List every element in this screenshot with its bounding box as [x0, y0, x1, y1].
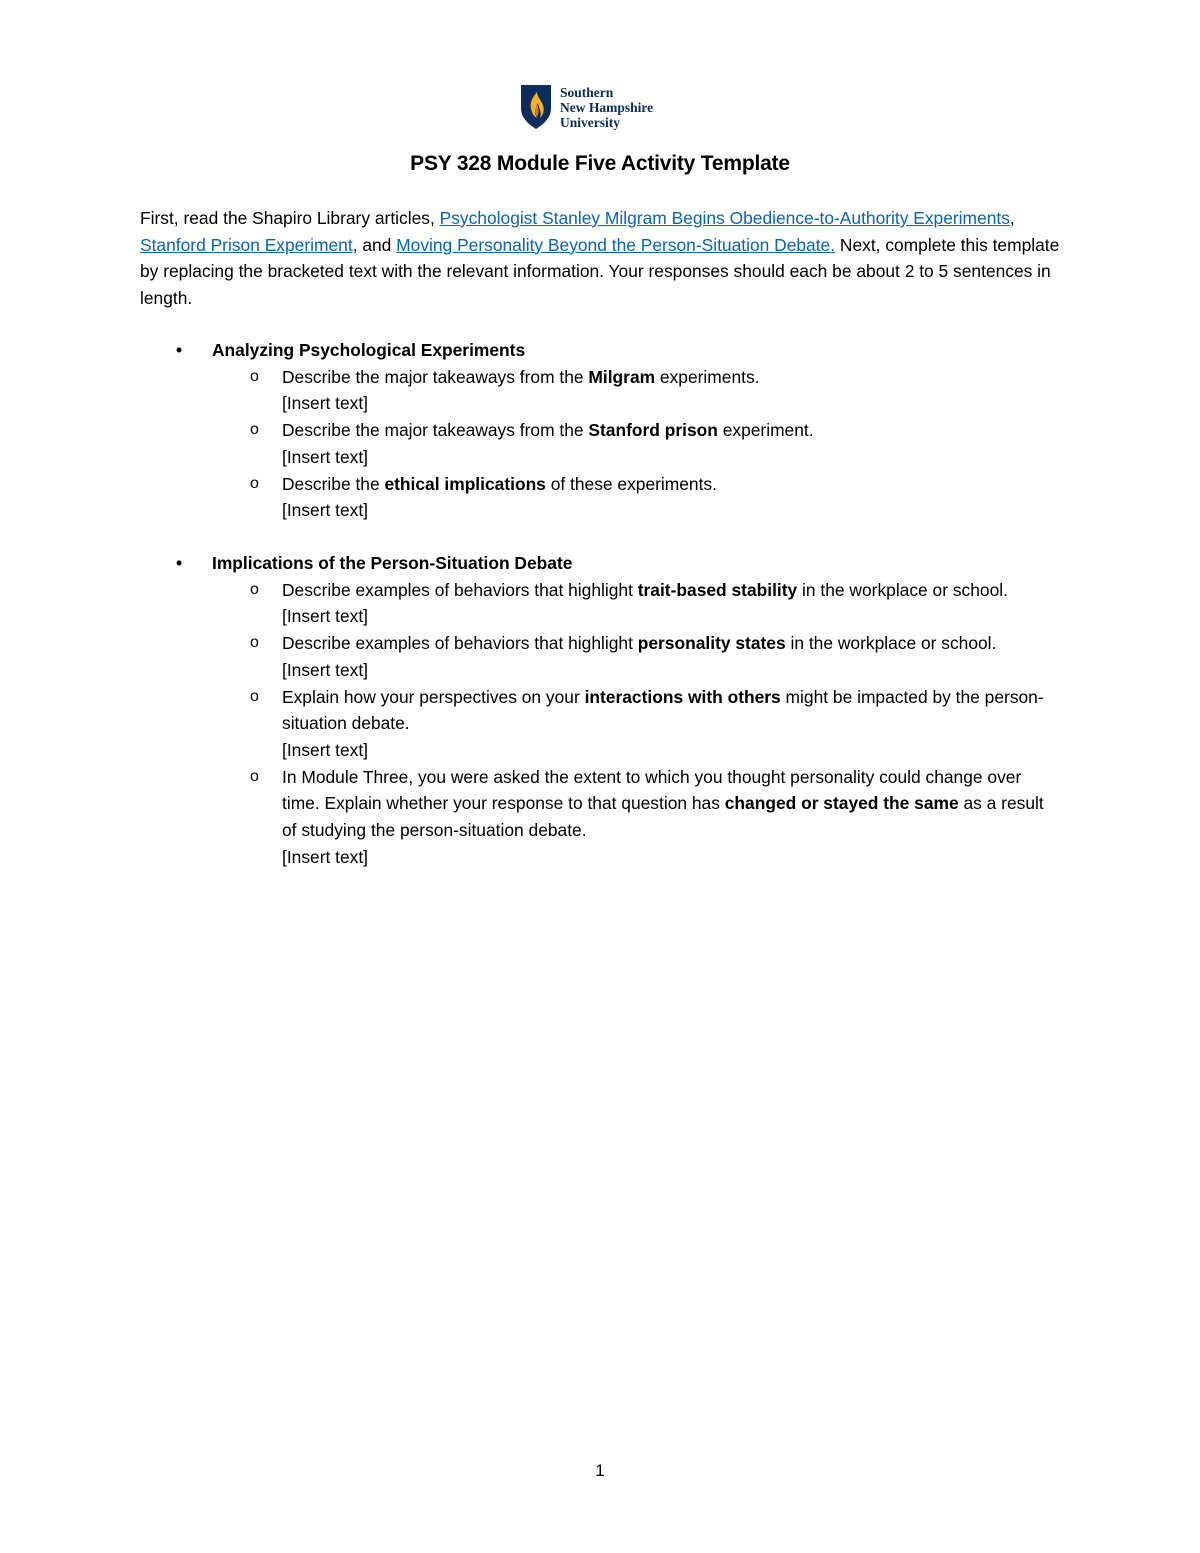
page-number: 1: [595, 1461, 605, 1480]
section-analyzing-experiments: [140, 337, 1060, 524]
list-item: [140, 684, 1060, 764]
item-bold-text: Milgram: [588, 366, 656, 387]
list-item: [140, 577, 1060, 630]
section-heading-text: Analyzing Psychological Experiments: [212, 340, 526, 360]
list-item: [140, 417, 1060, 470]
item-text-end: in the workplace or school.: [785, 633, 997, 654]
sub-bullet-marker: o: [250, 634, 259, 652]
document-title: PSY 328 Module Five Activity Template: [410, 152, 790, 175]
section-person-situation-debate: [140, 550, 1060, 870]
logo-line-new-hampshire: New Hampshire: [560, 99, 654, 115]
item-text: Describe examples of behaviors that highlight: [282, 633, 638, 654]
item-bold-text: interactions with others: [584, 686, 781, 707]
item-text-end: experiments.: [655, 366, 760, 387]
list-item: [140, 471, 1060, 524]
sub-bullet-marker: o: [250, 474, 259, 492]
item-text-end: in the workplace or school.: [797, 579, 1008, 600]
logo-line-southern: Southern: [560, 84, 614, 100]
link-person-situation-article[interactable]: Moving Personality Beyond the Person-Situation Debate.: [396, 234, 836, 255]
snhu-wordmark: [560, 85, 653, 130]
section-heading: [140, 550, 1060, 577]
logo-line-university: University: [560, 114, 620, 130]
sub-bullet-marker: o: [250, 767, 259, 785]
intro-paragraph: [140, 205, 1060, 311]
item-text: Describe the major takeaways from the: [282, 366, 589, 387]
bullet-marker: •: [176, 340, 183, 360]
item-text-end: of these experiments.: [545, 473, 717, 494]
sub-bullet-marker: o: [250, 421, 259, 439]
insert-text-placeholder[interactable]: [Insert text]: [282, 659, 369, 680]
intro-sep-2: , and: [352, 234, 397, 255]
link-stanford-article[interactable]: Stanford Prison Experiment: [140, 234, 353, 255]
sub-bullet-marker: o: [250, 367, 259, 385]
item-bold-text: Stanford prison: [588, 420, 718, 441]
bullet-marker: •: [176, 553, 183, 573]
item-text-end: might be impacted by the person-situation debate.: [282, 686, 1044, 734]
item-bold-text: ethical implications: [384, 473, 546, 494]
intro-prefix: First, read the Shapiro Library articles,: [140, 208, 440, 228]
item-text-end: experiment.: [717, 420, 814, 441]
section-heading-text: Implications of the Person-Situation Debate: [212, 553, 573, 573]
list-item: [140, 630, 1060, 683]
insert-text-placeholder[interactable]: [Insert text]: [282, 446, 369, 467]
list-item: [140, 364, 1060, 417]
insert-text-placeholder[interactable]: [Insert text]: [282, 606, 369, 627]
sub-bullet-marker: o: [250, 580, 259, 598]
intro-suffix: Next, complete this template by replacing the bracketed text with the relevant information. Your responses should each be about 2 to 5 sentences in length.: [140, 234, 1060, 308]
list-item: [140, 764, 1060, 871]
section-heading: [140, 337, 1060, 364]
item-text: Explain how your perspectives on your: [282, 686, 585, 707]
item-text: Describe examples of behaviors that highlight: [282, 579, 638, 600]
snhu-shield-icon: [520, 84, 552, 130]
intro-sep-1: ,: [1009, 208, 1015, 228]
item-text: In Module Three, you were asked the extent to which you thought personality could change over time. Explain whether your response to that question has: [282, 766, 1022, 814]
item-bold-text: changed or stayed the same: [724, 793, 959, 814]
item-bold-text: personality states: [637, 633, 786, 654]
insert-text-placeholder[interactable]: [Insert text]: [282, 500, 369, 521]
link-milgram-article[interactable]: Psychologist Stanley Milgram Begins Obedience-to-Authority Experiments: [439, 208, 1010, 228]
insert-text-placeholder[interactable]: [Insert text]: [282, 393, 369, 414]
item-text: Describe the major takeaways from the: [282, 420, 589, 441]
item-text: Describe the: [282, 473, 385, 494]
insert-text-placeholder[interactable]: [Insert text]: [282, 739, 369, 760]
insert-text-placeholder[interactable]: [Insert text]: [282, 846, 369, 867]
snhu-logo: [520, 84, 653, 130]
item-bold-text: trait-based stability: [637, 579, 798, 600]
sub-bullet-marker: o: [250, 687, 259, 705]
sub-list: [140, 577, 1060, 871]
item-text-end: as a result of studying the person-situation debate.: [282, 793, 1044, 841]
sub-list: [140, 364, 1060, 524]
